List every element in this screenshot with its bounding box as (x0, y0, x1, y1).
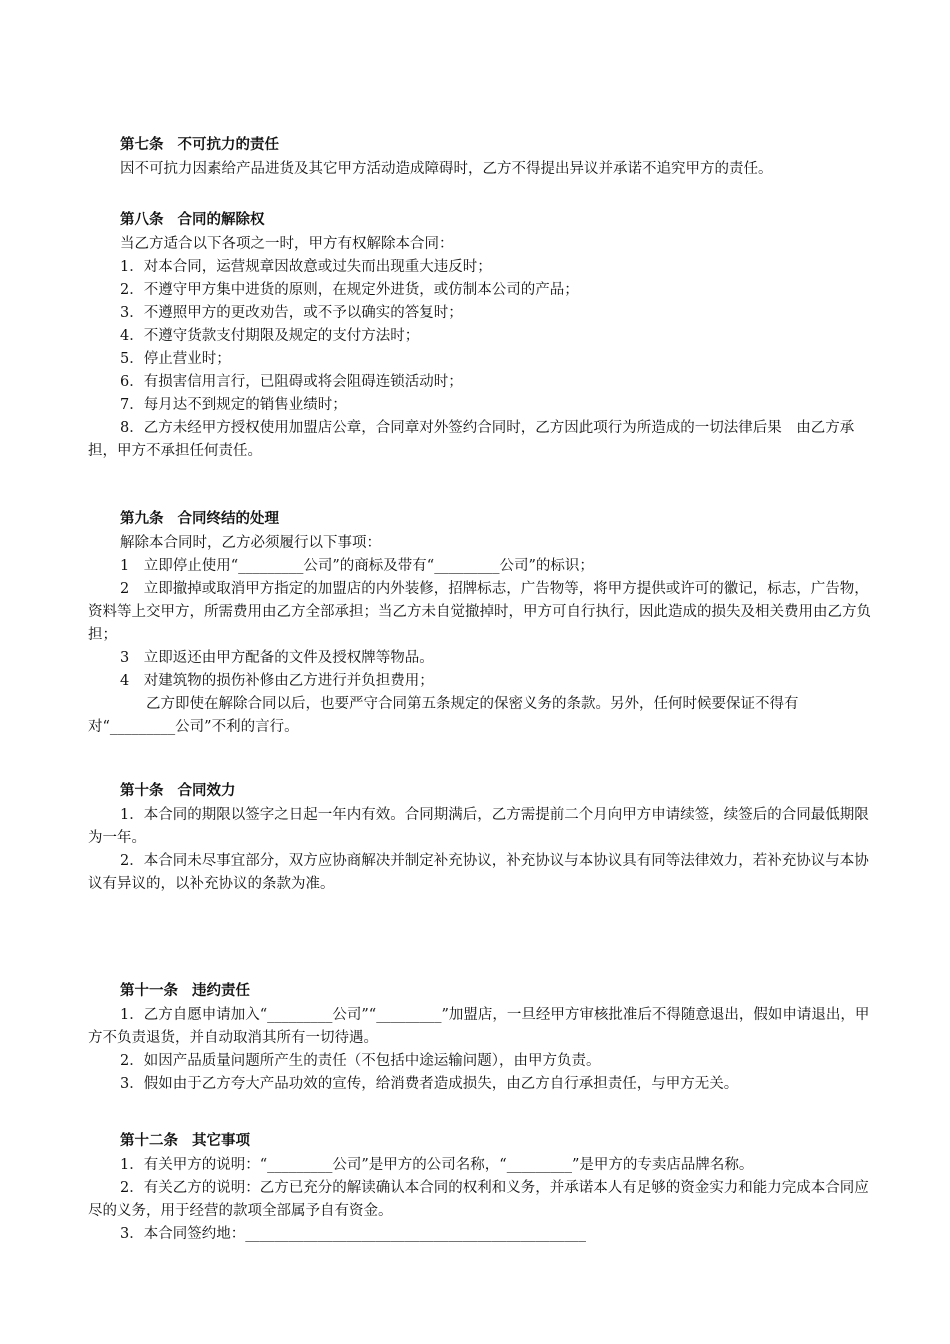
list-item: 6．有损害信用言行，已阻碍或将会阻碍连锁活动时； (120, 374, 463, 390)
list-item: 3 立即返还由甲方配备的文件及授权牌等物品。 (120, 650, 434, 666)
list-item: 7．每月达不到规定的销售业绩时； (120, 397, 347, 413)
list-item: 4 对建筑物的损伤补修由乙方进行并负担费用； (120, 673, 434, 689)
list-item: 3．假如由于乙方夸大产品功效的宣传，给消费者造成损失，由乙方自行承担责任，与甲方无关。 (120, 1076, 739, 1092)
section-heading: 第十一条 违约责任 (120, 983, 250, 999)
section-11 (88, 980, 878, 1096)
list-item: 2 立即撤掉或取消甲方指定的加盟店的内外装修，招牌标志，广告物等，将甲方提供或许可的徽记，标志，广告物，资料等上交甲方，所需费用由乙方全部承担；当乙方未自觉撤掉时，甲方可自行执行，因此造成的损失及相关费用由乙方负担； (88, 581, 871, 643)
list-item: 2．有关乙方的说明：乙方已充分的解读确认本合同的权利和义务，并承诺本人有足够的资金实力和能力完成本合同应尽的义务，用于经营的款项全部属予自有资金。 (88, 1180, 869, 1219)
section-heading: 第十二条 其它事项 (120, 1133, 250, 1149)
section-heading: 第七条 不可抗力的责任 (120, 137, 279, 153)
paragraph: 因不可抗力因素给产品进货及其它甲方活动造成障碍时，乙方不得提出异议并承诺不追究甲方的责任。 (120, 161, 773, 177)
list-item: 2．如因产品质量问题所产生的责任（不包括中途运输问题），由甲方负责。 (120, 1053, 601, 1069)
list-item: 1．对本合同，运营规章因故意或过失而出现重大违反时； (120, 259, 492, 275)
paragraph: 乙方即使在解除合同以后，也要严守合同第五条规定的保密义务的条款。另外，任何时候要保证不得有对“_________公司”不利的言行。 (88, 696, 799, 735)
section-10 (88, 780, 878, 896)
section-12 (88, 1130, 878, 1246)
list-item: 1．本合同的期限以签字之日起一年内有效。合同期满后，乙方需提前二个月向甲方申请续签，续签后的合同最低期限为一年。 (88, 807, 869, 846)
list-item: 4．不遵守货款支付期限及规定的支付方法时； (120, 328, 420, 344)
list-item: 1．有关甲方的说明：“_________公司”是甲方的公司名称，“_________”是甲方的专卖店品牌名称。 (120, 1157, 754, 1173)
paragraph: 当乙方适合以下各项之一时，甲方有权解除本合同： (120, 236, 454, 252)
list-item: 2．不遵守甲方集中进货的原则，在规定外进货，或仿制本公司的产品； (120, 282, 579, 298)
section-8 (88, 209, 878, 463)
section-heading: 第十条 合同效力 (120, 783, 236, 799)
paragraph: 解除本合同时，乙方必须履行以下事项： (120, 535, 381, 551)
list-item: 5．停止营业时； (120, 351, 231, 367)
section-heading: 第九条 合同终结的处理 (120, 511, 279, 527)
list-item: 2．本合同未尽事宜部分，双方应协商解决并制定补充协议，补充协议与本协议具有同等法律效力，若补充协议与本协议有异议的，以补充协议的条款为准。 (88, 853, 869, 892)
list-item: 1．乙方自愿申请加入“_________公司”“_________”加盟店，一旦经甲方审核批准后不得随意退出，假如申请退出，甲方不负责退货，并自动取消其所有一切待遇。 (88, 1007, 870, 1046)
section-9 (88, 508, 878, 739)
section-heading: 第八条 合同的解除权 (120, 212, 265, 228)
signing-place-line: 3．本合同签约地：_______________________________________________ (120, 1226, 586, 1242)
section-7 (88, 134, 878, 181)
list-item: 3．不遵照甲方的更改劝告，或不予以确实的答复时； (120, 305, 463, 321)
list-item: 8．乙方未经甲方授权使用加盟店公章，合同章对外签约合同时，乙方因此项行为所造成的一切法律后果 由乙方承担，甲方不承担任何责任。 (88, 420, 855, 459)
list-item: 1 立即停止使用“_________公司”的商标及带有“_________公司”的标识； (120, 558, 594, 574)
